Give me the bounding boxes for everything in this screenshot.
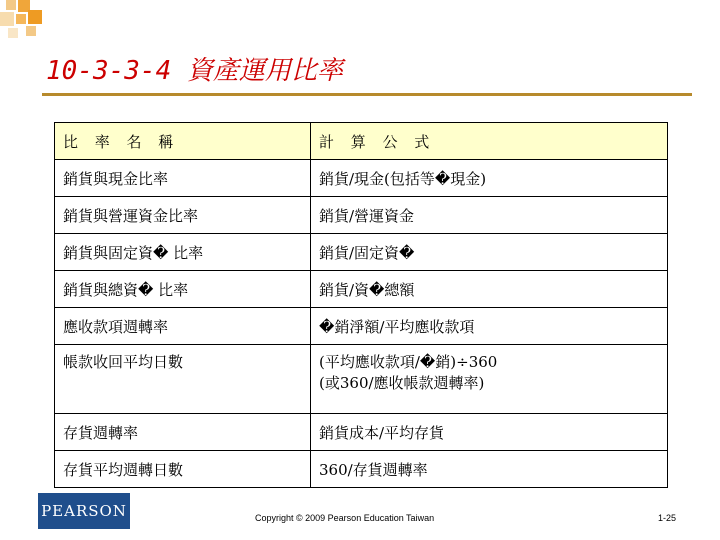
table-row <box>55 414 668 451</box>
page-number: 1-25 <box>658 513 677 523</box>
pearson-logo <box>38 493 130 529</box>
ratio-formula: 銷貨∕營運資金 <box>311 197 668 234</box>
ratio-name: 銷貨與營運資金比率 <box>55 197 311 234</box>
formula-line-2: (或360/應收帳款週轉率) <box>319 374 485 392</box>
header-ratio-name: 比 率 名 稱 <box>55 123 311 160</box>
ratio-name: 銷貨與現金比率 <box>55 160 311 197</box>
table-row <box>55 271 668 308</box>
ratio-formula: �銷淨額∕平均應收款項 <box>311 308 668 345</box>
slide-title: 10-3-3-4 資產運用比率 <box>46 56 343 86</box>
table-row <box>55 308 668 345</box>
copyright-notice: Copyright © 2009 Pearson Education Taiwan <box>255 513 435 523</box>
ratio-formula: 銷貨∕固定資� <box>311 234 668 271</box>
ratio-formula: 銷貨成本∕平均存貨 <box>311 414 668 451</box>
table-row <box>55 345 668 414</box>
table-row <box>55 451 668 488</box>
header-formula: 計 算 公 式 <box>311 123 668 160</box>
ratio-formula: 銷貨∕現金(包括等�現金) <box>311 160 668 197</box>
ratio-formula <box>311 345 668 414</box>
ratio-name: 銷貨與總資� 比率 <box>55 271 311 308</box>
title-underline <box>42 93 692 96</box>
ratio-name: 銷貨與固定資� 比率 <box>55 234 311 271</box>
table-row <box>55 234 668 271</box>
ratio-name: 存貨平均週轉日數 <box>55 451 311 488</box>
ratio-formula: 360∕存貨週轉率 <box>311 451 668 488</box>
ratio-table <box>54 122 668 488</box>
table-header-row <box>55 123 668 160</box>
corner-decoration <box>0 0 64 48</box>
table-row <box>55 160 668 197</box>
formula-line-1: (平均應收款項∕�銷)÷360 <box>319 353 498 371</box>
table-row <box>55 197 668 234</box>
ratio-name: 帳款收回平均日數 <box>55 345 311 414</box>
ratio-formula: 銷貨∕資�總額 <box>311 271 668 308</box>
ratio-name: 應收款項週轉率 <box>55 308 311 345</box>
ratio-name: 存貨週轉率 <box>55 414 311 451</box>
logo-text: PEARSON <box>41 502 127 520</box>
